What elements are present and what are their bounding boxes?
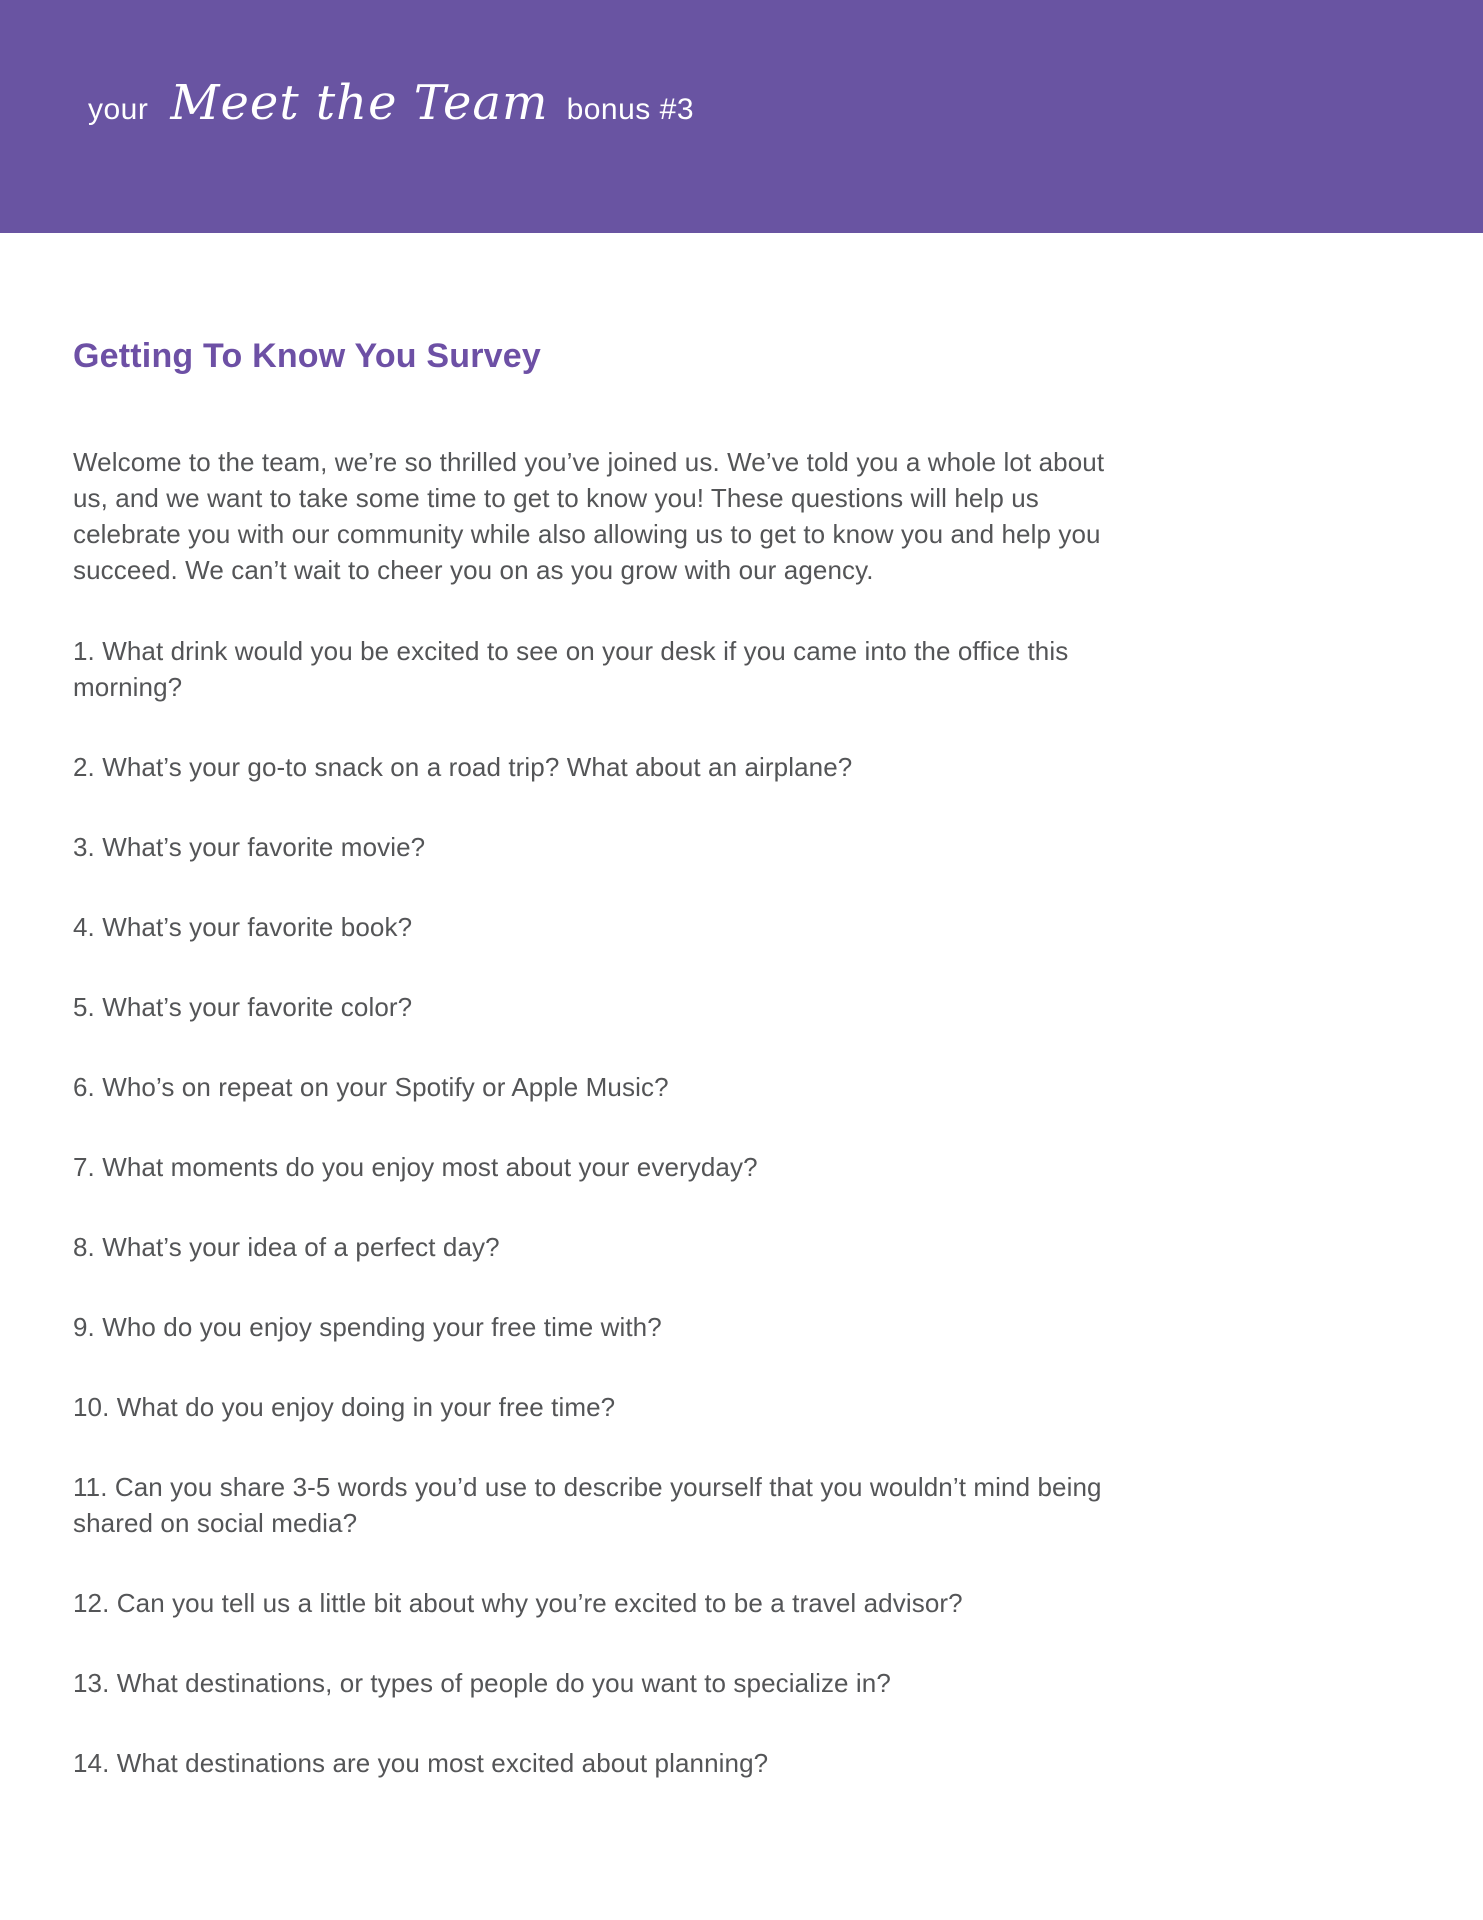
- header-banner: [0, 0, 1483, 233]
- survey-question-11: 11. Can you share 3-5 words you’d use to describe yourself that you wouldn’t mind being shared on social media?: [73, 1472, 1102, 1538]
- header-script-title: Meet the Team: [170, 74, 549, 131]
- document-body: [0, 233, 1210, 1841]
- survey-question-7: 7. What moments do you enjoy most about your everyday?: [73, 1152, 758, 1182]
- survey-question-1: 1. What drink would you be excited to see on your desk if you came into the office this morning?: [73, 636, 1069, 702]
- survey-question-9: 9. Who do you enjoy spending your free time with?: [73, 1312, 662, 1342]
- header-title: [88, 75, 694, 131]
- header-prefix: your: [88, 92, 149, 126]
- survey-question-12: 12. Can you tell us a little bit about why you’re excited to be a travel advisor?: [73, 1588, 963, 1618]
- survey-question-14: 14. What destinations are you most excited about planning?: [73, 1748, 769, 1778]
- survey-question-10: 10. What do you enjoy doing in your free time?: [73, 1392, 616, 1422]
- survey-question-8: 8. What’s your idea of a perfect day?: [73, 1232, 500, 1262]
- survey-question-3: 3. What’s your favorite movie?: [73, 832, 426, 862]
- page-title: Getting To Know You Survey: [73, 337, 542, 375]
- intro-paragraph: Welcome to the team, we’re so thrilled you’ve joined us. We’ve told you a whole lot about us, and we want to take some time to get to know you! These questions will help us celebrate you with our community while also allowing us to get to know you and help you succeed. We can’t wait to cheer you on as you grow with our agency.: [73, 447, 1105, 585]
- survey-question-5: 5. What’s your favorite color?: [73, 992, 413, 1022]
- survey-question-2: 2. What’s your go-to snack on a road trip? What about an airplane?: [73, 752, 853, 782]
- survey-question-13: 13. What destinations, or types of people do you want to specialize in?: [73, 1668, 891, 1698]
- header-suffix: bonus #3: [566, 92, 695, 126]
- survey-question-6: 6. Who’s on repeat on your Spotify or Apple Music?: [73, 1072, 669, 1102]
- survey-question-4: 4. What’s your favorite book?: [73, 912, 413, 942]
